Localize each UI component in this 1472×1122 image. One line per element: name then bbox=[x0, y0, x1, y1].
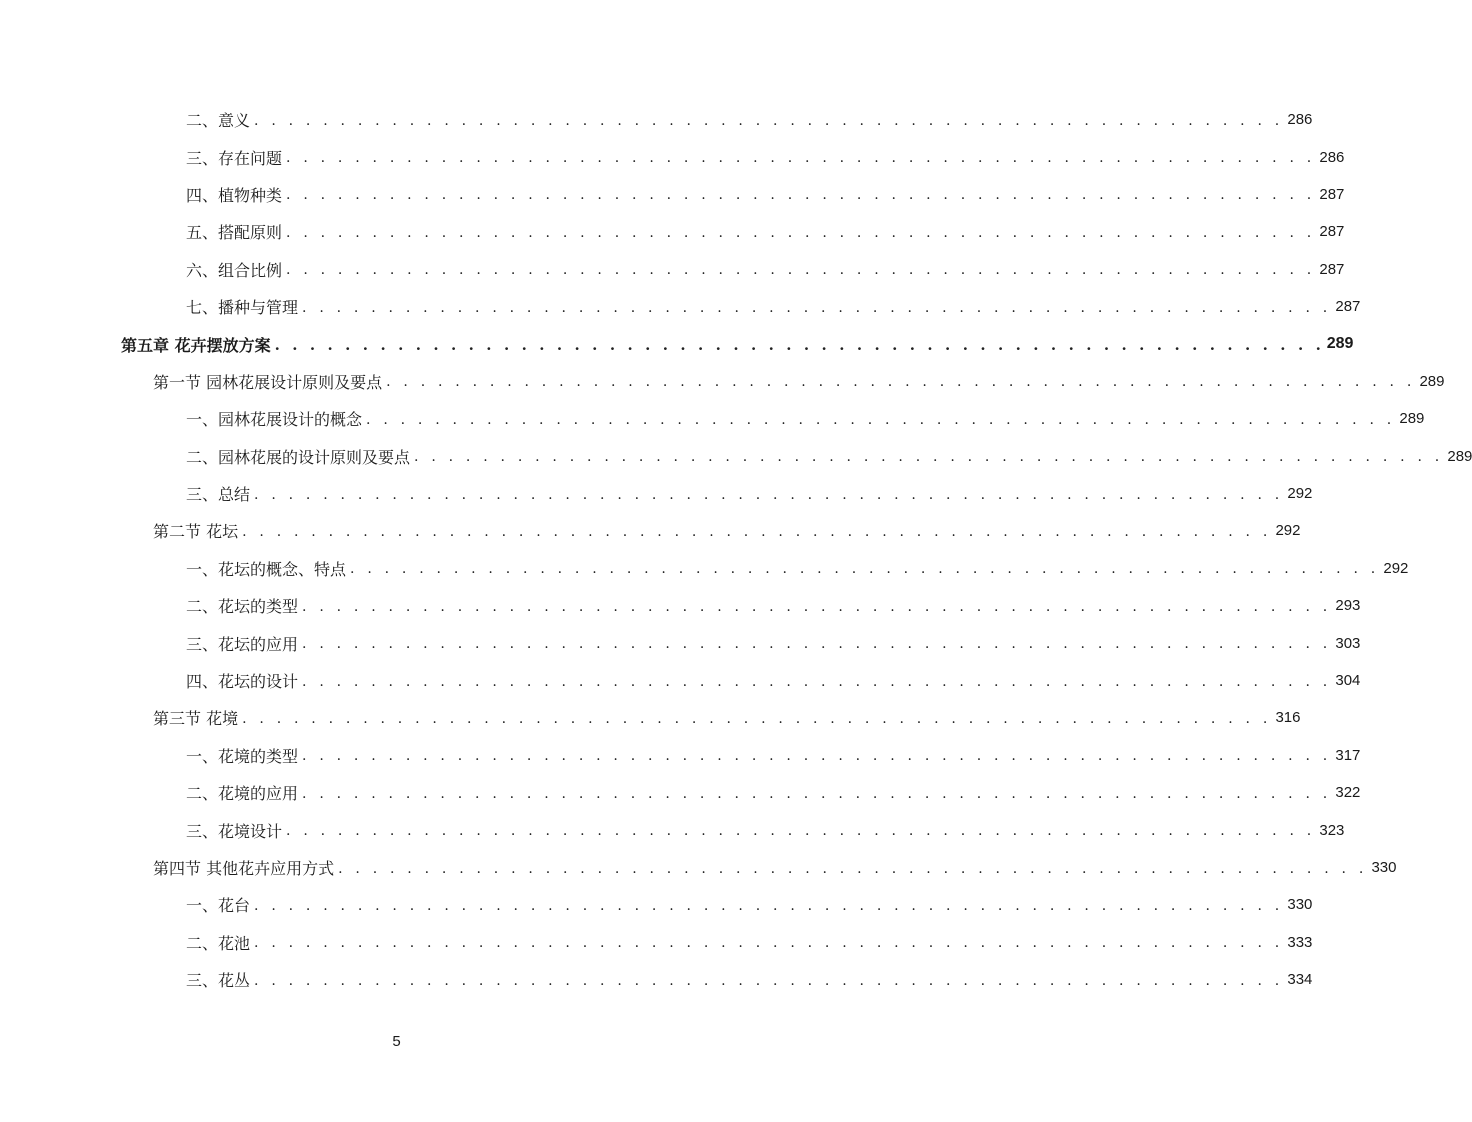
toc-dot-leader: . . . . . . . . . . . . . . . . . . . . . . . . . . . . . . . . . . . . . . . . . . . . . . . . . . . . . . . . . . . . bbox=[302, 636, 1332, 653]
toc-subsection-entry[interactable] bbox=[0, 138, 1345, 175]
toc-entry-title: 四、植物种类 bbox=[186, 185, 283, 205]
toc-section-entry[interactable] bbox=[0, 849, 1397, 886]
toc-section-entry[interactable] bbox=[0, 363, 1445, 400]
toc-dot-leader: . . . . . . . . . . . . . . . . . . . . . . . . . . . . . . . . . . . . . . . . . . . . . . . . . . . . . . . . . . . . bbox=[414, 449, 1444, 466]
toc-subsection-entry[interactable] bbox=[0, 587, 1361, 624]
toc-entry-title: 一、花境的类型 bbox=[186, 746, 299, 766]
toc-dot-leader: . . . . . . . . . . . . . . . . . . . . . . . . . . . . . . . . . . . . . . . . . . . . . . . . . . . . . . . . . . . . bbox=[254, 935, 1284, 952]
toc-entry-title: 三、总结 bbox=[186, 485, 251, 505]
toc-entry-page: 286 bbox=[1287, 111, 1313, 129]
toc-entry-title: 三、花丛 bbox=[186, 971, 251, 991]
toc-subsection-entry[interactable] bbox=[0, 176, 1345, 213]
toc-chapter-entry[interactable] bbox=[0, 325, 1354, 362]
toc-entry-page: 287 bbox=[1335, 298, 1361, 316]
toc-entry-title: 第三节 花境 bbox=[153, 709, 239, 729]
toc-subsection-entry[interactable] bbox=[0, 961, 1313, 998]
toc-entry-page: 289 bbox=[1399, 410, 1425, 428]
toc-dot-leader: . . . . . . . . . . . . . . . . . . . . . . . . . . . . . . . . . . . . . . . . . . . . . . . . . . . . . . . . . . . . bbox=[286, 823, 1316, 840]
toc-entry-title: 三、花境设计 bbox=[186, 821, 283, 841]
toc-subsection-entry[interactable] bbox=[0, 288, 1361, 325]
toc-dot-leader: . . . . . . . . . . . . . . . . . . . . . . . . . . . . . . . . . . . . . . . . . . . . . . . . . . . . . . . . . . . . bbox=[302, 299, 1332, 316]
toc-entry-page: 292 bbox=[1383, 559, 1409, 577]
toc-section-entry[interactable] bbox=[0, 512, 1301, 549]
toc-entry-page: 316 bbox=[1275, 709, 1301, 727]
toc-entry-page: 286 bbox=[1319, 148, 1345, 166]
toc-dot-leader: . . . . . . . . . . . . . . . . . . . . . . . . . . . . . . . . . . . . . . . . . . . . . . . . . . . . . . . . . . . . bbox=[242, 710, 1272, 727]
toc-subsection-entry[interactable] bbox=[0, 438, 1472, 475]
toc-dot-leader: . . . . . . . . . . . . . . . . . . . . . . . . . . . . . . . . . . . . . . . . . . . . . . . . . . . . . . . . . . . . bbox=[302, 785, 1332, 802]
toc-dot-leader: . . . . . . . . . . . . . . . . . . . . . . . . . . . . . . . . . . . . . . . . . . . . . . . . . . . . . . . . . . . . bbox=[286, 187, 1316, 204]
toc-dot-leader: . . . . . . . . . . . . . . . . . . . . . . . . . . . . . . . . . . . . . . . . . . . . . . . . . . . . . . . . . . . . bbox=[286, 224, 1316, 241]
toc-dot-leader: . . . . . . . . . . . . . . . . . . . . . . . . . . . . . . . . . . . . . . . . . . . . . . . . . . . . . . . . . . . . bbox=[286, 262, 1316, 279]
toc-dot-leader: . . . . . . . . . . . . . . . . . . . . . . . . . . . . . . . . . . . . . . . . . . . . . . . . . . . . . . . . . . . . bbox=[366, 411, 1396, 428]
toc-subsection-entry[interactable] bbox=[0, 774, 1361, 811]
toc-entry-page: 287 bbox=[1319, 185, 1345, 203]
toc-entry-page: 292 bbox=[1287, 485, 1313, 503]
toc-entry-title: 第一节 园林花展设计原则及要点 bbox=[153, 372, 383, 392]
toc-entry-page: 304 bbox=[1335, 672, 1361, 690]
toc-dot-leader: . . . . . . . . . . . . . . . . . . . . . . . . . . . . . . . . . . . . . . . . . . . . . . . . . . . . . . . . . . . . bbox=[302, 598, 1332, 615]
toc-entry-title: 第二节 花坛 bbox=[153, 522, 239, 542]
toc-entry-title: 五、搭配原则 bbox=[186, 223, 283, 243]
toc-entry-title: 二、园林花展的设计原则及要点 bbox=[186, 447, 411, 467]
toc-entry-page: 289 bbox=[1326, 335, 1354, 353]
toc-entry-title: 二、意义 bbox=[186, 111, 251, 131]
toc-subsection-entry[interactable] bbox=[0, 550, 1409, 587]
toc-subsection-entry[interactable] bbox=[0, 737, 1361, 774]
toc-entry-page: 289 bbox=[1447, 447, 1472, 465]
toc-dot-leader: . . . . . . . . . . . . . . . . . . . . . . . . . . . . . . . . . . . . . . . . . . . . . . . . . . . . . . . . . . . . bbox=[254, 972, 1284, 989]
toc-entry-title: 一、园林花展设计的概念 bbox=[186, 410, 363, 430]
toc-subsection-entry[interactable] bbox=[0, 400, 1425, 437]
toc-entry-title: 二、花坛的类型 bbox=[186, 597, 299, 617]
toc-entry-title: 七、播种与管理 bbox=[186, 298, 299, 318]
toc-entry-title: 一、花坛的概念、特点 bbox=[186, 559, 347, 579]
toc-dot-leader: . . . . . . . . . . . . . . . . . . . . . . . . . . . . . . . . . . . . . . . . . . . . . . . . . . . . . . . . . . . . bbox=[254, 897, 1284, 914]
toc-entry-page: 323 bbox=[1319, 821, 1345, 839]
toc-dot-leader: . . . . . . . . . . . . . . . . . . . . . . . . . . . . . . . . . . . . . . . . . . . . . . . . . . . . . . . . . . . . bbox=[386, 374, 1416, 391]
toc-subsection-entry[interactable] bbox=[0, 924, 1313, 961]
toc-entry-page: 330 bbox=[1287, 896, 1313, 914]
toc-subsection-entry[interactable] bbox=[0, 213, 1345, 250]
toc-subsection-entry[interactable] bbox=[0, 475, 1313, 512]
toc-dot-leader: . . . . . . . . . . . . . . . . . . . . . . . . . . . . . . . . . . . . . . . . . . . . . . . . . . . . . . . . . . . . bbox=[254, 486, 1284, 503]
toc-subsection-entry[interactable] bbox=[0, 811, 1345, 848]
toc-entry-page: 333 bbox=[1287, 933, 1313, 951]
toc-subsection-entry[interactable] bbox=[0, 886, 1313, 923]
toc-entry-title: 第四节 其他花卉应用方式 bbox=[153, 859, 335, 878]
table-of-contents bbox=[0, 101, 1472, 998]
toc-entry-page: 322 bbox=[1335, 784, 1361, 802]
toc-dot-leader: . . . . . . . . . . . . . . . . . . . . . . . . . . . . . . . . . . . . . . . . . . . . . . . . . . . . . . . . . . . . bbox=[338, 860, 1368, 877]
toc-dot-leader: . . . . . . . . . . . . . . . . . . . . . . . . . . . . . . . . . . . . . . . . . . . . . . . . . . . . . . . . . . . . bbox=[254, 112, 1284, 129]
toc-entry-page: 303 bbox=[1335, 634, 1361, 652]
toc-entry-title: 六、组合比例 bbox=[186, 260, 283, 280]
page-number: 5 bbox=[392, 1033, 401, 1050]
toc-entry-title: 三、存在问题 bbox=[186, 148, 283, 168]
toc-subsection-entry[interactable] bbox=[0, 662, 1361, 699]
toc-entry-page: 287 bbox=[1319, 223, 1345, 241]
toc-entry-page: 330 bbox=[1371, 859, 1397, 876]
toc-entry-page: 317 bbox=[1335, 746, 1361, 764]
toc-entry-title: 四、花坛的设计 bbox=[186, 672, 299, 692]
toc-dot-leader: . . . . . . . . . . . . . . . . . . . . . . . . . . . . . . . . . . . . . . . . . . . . . . . . . . . . . . . . . . . . bbox=[242, 523, 1272, 540]
toc-entry-title: 第五章 花卉摆放方案 bbox=[121, 335, 271, 355]
toc-dot-leader: . . . . . . . . . . . . . . . . . . . . . . . . . . . . . . . . . . . . . . . . . . . . . . . . . . . . . . . . . . . . bbox=[286, 150, 1316, 167]
toc-entry-page: 334 bbox=[1287, 971, 1313, 989]
toc-entry-title: 二、花池 bbox=[186, 933, 251, 953]
toc-subsection-entry[interactable] bbox=[0, 101, 1313, 138]
toc-entry-page: 293 bbox=[1335, 597, 1361, 615]
toc-subsection-entry[interactable] bbox=[0, 624, 1361, 661]
toc-entry-page: 287 bbox=[1319, 260, 1345, 278]
toc-entry-title: 二、花境的应用 bbox=[186, 784, 299, 804]
toc-dot-leader: . . . . . . . . . . . . . . . . . . . . . . . . . . . . . . . . . . . . . . . . . . . . . . . . . . . . . . . . . . . . bbox=[274, 335, 1325, 354]
toc-subsection-entry[interactable] bbox=[0, 251, 1345, 288]
toc-entry-page: 289 bbox=[1419, 372, 1445, 390]
toc-dot-leader: . . . . . . . . . . . . . . . . . . . . . . . . . . . . . . . . . . . . . . . . . . . . . . . . . . . . . . . . . . . . bbox=[302, 748, 1332, 765]
toc-entry-title: 三、花坛的应用 bbox=[186, 634, 299, 654]
toc-dot-leader: . . . . . . . . . . . . . . . . . . . . . . . . . . . . . . . . . . . . . . . . . . . . . . . . . . . . . . . . . . . . bbox=[302, 673, 1332, 690]
toc-section-entry[interactable] bbox=[0, 699, 1301, 736]
toc-entry-title: 一、花台 bbox=[186, 896, 251, 916]
toc-dot-leader: . . . . . . . . . . . . . . . . . . . . . . . . . . . . . . . . . . . . . . . . . . . . . . . . . . . . . . . . . . . . bbox=[350, 561, 1380, 578]
toc-entry-page: 292 bbox=[1275, 522, 1301, 540]
